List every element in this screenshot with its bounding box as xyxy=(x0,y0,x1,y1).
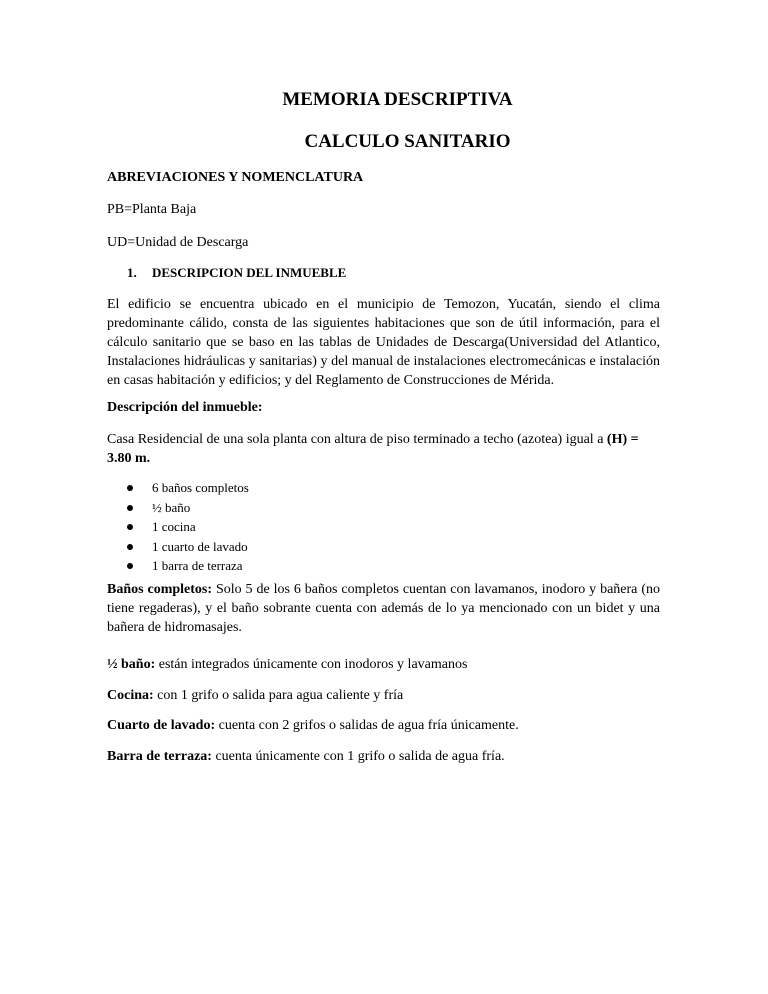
detail-banos-completos: Baños completos: Solo 5 de los 6 baños completos cuentan con lavamanos, inodoro y bañera (no tiene regaderas), y el baño sobrante cuenta con además de lo ya mencionado con un bidet y una bañera de hidromasajes. xyxy=(107,582,660,635)
section-number: 1. xyxy=(127,265,137,280)
bullet-icon xyxy=(127,563,133,569)
list-item: ½ baño xyxy=(107,498,249,518)
abbrev-heading: ABREVIACIONES Y NOMENCLATURA xyxy=(107,170,364,185)
description-text: Casa Residencial de una sola planta con altura de piso terminado a techo (azotea) igual a xyxy=(107,432,607,447)
intro-paragraph: El edificio se encuentra ubicado en el municipio de Temozon, Yucatán, siendo el clima predominante cálido, consta de las siguientes habitaciones que son de útil información, para el cálculo sanitario que se baso en las tablas de Unidades de Descarga(Universidad del Atlantico, Instalaciones hidráulicas y sanitarias) y del manual de instalaciones electromecánicas e instalación en casas habitación y edificios; y del Reglamento de Construcciones de Mérida. xyxy=(107,297,660,388)
detail-cuarto-lavado: Cuarto de lavado: cuenta con 2 grifos o salidas de agua fría únicamente. xyxy=(107,718,519,733)
document-subtitle: CALCULO SANITARIO xyxy=(304,131,511,152)
list-item: 6 baños completos xyxy=(107,478,249,498)
description-paragraph xyxy=(107,430,660,468)
list-item: 1 cuarto de lavado xyxy=(107,537,249,557)
list-item: 1 cocina xyxy=(107,517,249,537)
height-value: (H) = 3.80 m. xyxy=(107,432,639,466)
document-title: MEMORIA DESCRIPTIVA xyxy=(282,89,513,110)
bullet-icon xyxy=(127,505,133,511)
bullet-icon xyxy=(127,485,133,491)
detail-medio-bano: ½ baño: están integrados únicamente con inodoros y lavamanos xyxy=(107,657,468,672)
abbrev-pb: PB=Planta Baja xyxy=(107,202,197,217)
list-item: 1 barra de terraza xyxy=(107,556,249,576)
section-title: DESCRIPCION DEL INMUEBLE xyxy=(152,265,347,280)
description-heading: Descripción del inmueble: xyxy=(107,400,263,415)
detail-barra-terraza: Barra de terraza: cuenta únicamente con 1 grifo o salida de agua fría. xyxy=(107,749,505,764)
rooms-list xyxy=(107,478,249,576)
bullet-icon xyxy=(127,544,133,550)
detail-cocina: Cocina: con 1 grifo o salida para agua caliente y fría xyxy=(107,688,404,703)
abbrev-ud: UD=Unidad de Descarga xyxy=(107,235,249,250)
bullet-icon xyxy=(127,524,133,530)
